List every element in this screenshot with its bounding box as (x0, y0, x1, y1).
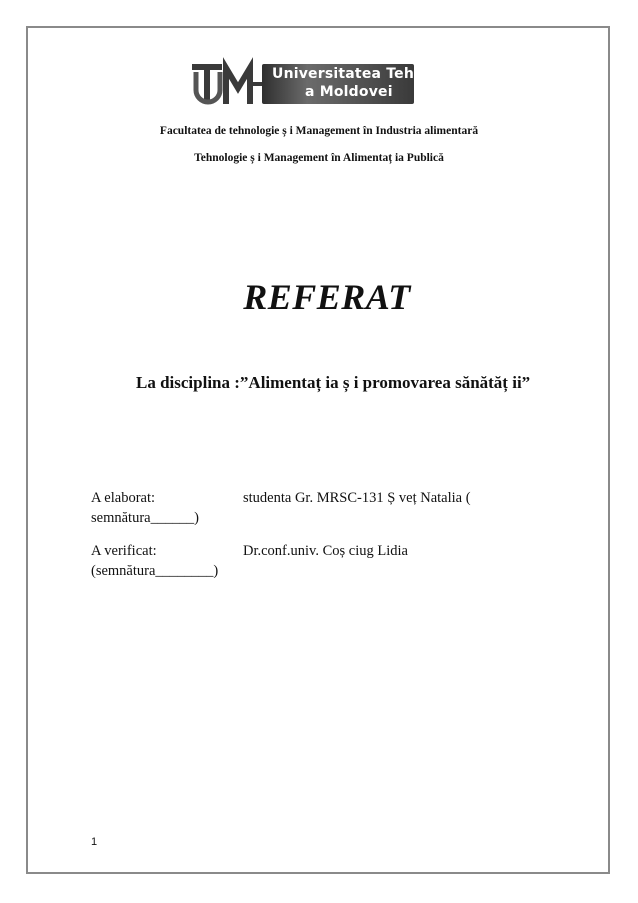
verificat-label: A verificat: (91, 543, 157, 559)
elaborat-value: studenta Gr. MRSC-131 Ș veț Natalia ( (243, 490, 471, 506)
document-title: REFERAT (243, 277, 411, 317)
specialty-name: Tehnologie ș i Management în Alimentaț ia Publică (194, 152, 444, 164)
faculty-name: Facultatea de tehnologie ș i Management în Industria alimentară (159, 125, 479, 137)
verificat-value: Dr.conf.univ. Coș ciug Lidia (243, 543, 408, 559)
university-logo (186, 56, 448, 114)
verificat-signature: (semnătura________) (91, 563, 219, 579)
logo-banner (262, 64, 448, 104)
elaborat-label: A elaborat: (91, 490, 156, 506)
elaborat-signature: semnătura______) (91, 510, 199, 526)
utm-logo-icon (186, 56, 266, 114)
logo-university-location: a Moldovei (305, 84, 393, 100)
logo-university-name: Universitatea Tehnică (272, 66, 448, 82)
discipline-line: La disciplina :”Alimentaț ia ș i promovarea sănătăț ii” (136, 373, 531, 392)
page-number: 1 (91, 836, 98, 848)
